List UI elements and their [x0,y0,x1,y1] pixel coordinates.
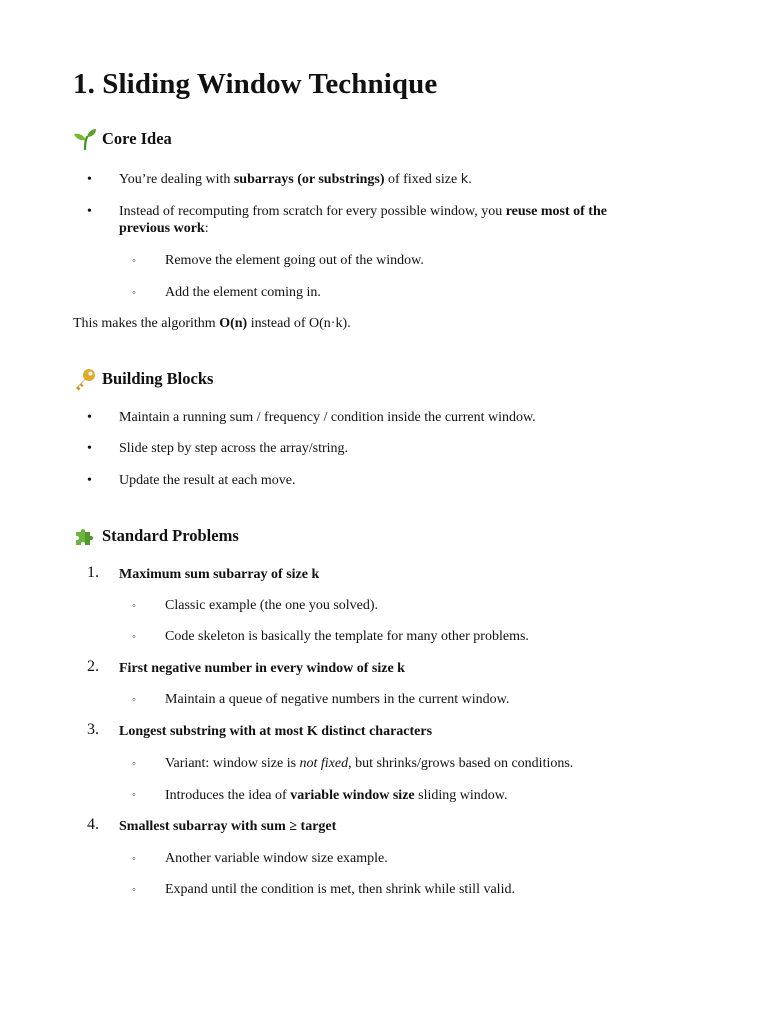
problem-note: Classic example (the one you solved). [165,598,379,613]
core-idea-sub-bullet-1: Remove the element going out of the window. [165,253,424,268]
problem-note: Variant: window size is not fixed, but shrinks/grows based on conditions. [165,756,574,771]
problem-title: Longest substring with at most K distinct characters [119,724,433,739]
key-icon [73,367,97,391]
section-heading-standard-problems [73,523,239,549]
bullet-marker: • [87,204,92,219]
sub-bullet-marker: ◦ [132,287,136,299]
problem-note: Maintain a queue of negative numbers in the current window. [165,692,510,707]
problem-number: 2. [87,658,99,675]
problem-title: Smallest subarray with sum ≥ target [119,819,337,834]
problem-number: 1. [87,564,99,581]
core-idea-bullet-1: You’re dealing with subarrays (or substrings) of fixed size k. [119,172,472,187]
sub-bullet-marker: ◦ [132,600,136,612]
problem-note: Expand until the condition is met, then shrink while still valid. [165,882,515,897]
core-idea-summary: This makes the algorithm O(n) instead of O(n·k). [73,316,351,331]
problem-number: 3. [87,721,99,738]
bullet-marker: • [87,410,92,425]
page-title: 1. Sliding Window Technique [73,68,438,100]
problem-note: Introduces the idea of variable window size sliding window. [165,788,508,803]
core-idea-bullet-2-line-1: Instead of recomputing from scratch for every possible window, you reuse most of the [119,204,607,219]
sub-bullet-marker: ◦ [132,255,136,267]
puzzle-piece-icon [73,524,97,548]
problem-number: 4. [87,816,99,833]
problem-title: First negative number in every window of size k [119,661,405,676]
section-heading-building-blocks [73,366,213,392]
sub-bullet-marker: ◦ [132,758,136,770]
sub-bullet-marker: ◦ [132,789,136,801]
sub-bullet-marker: ◦ [132,694,136,706]
building-blocks-item-2: Slide step by step across the array/string. [119,441,349,456]
building-blocks-item-1: Maintain a running sum / frequency / condition inside the current window. [119,410,536,425]
sub-bullet-marker: ◦ [132,884,136,896]
bullet-marker: • [87,473,92,488]
seedling-icon [73,127,97,151]
problem-note: Code skeleton is basically the template for many other problems. [165,629,529,644]
bullet-marker: • [87,172,92,187]
section-heading-label: Core Idea [102,129,172,148]
sub-bullet-marker: ◦ [132,853,136,865]
section-heading-label: Standard Problems [102,526,239,545]
problem-note: Another variable window size example. [165,851,388,866]
core-idea-bullet-2-line-2: previous work: [119,221,209,236]
building-blocks-item-3: Update the result at each move. [119,473,296,488]
core-idea-sub-bullet-2: Add the element coming in. [165,285,321,300]
section-heading-core-idea [73,126,172,152]
bullet-marker: • [87,441,92,456]
problem-title: Maximum sum subarray of size k [119,567,320,582]
section-heading-label: Building Blocks [102,369,214,388]
sub-bullet-marker: ◦ [132,631,136,643]
